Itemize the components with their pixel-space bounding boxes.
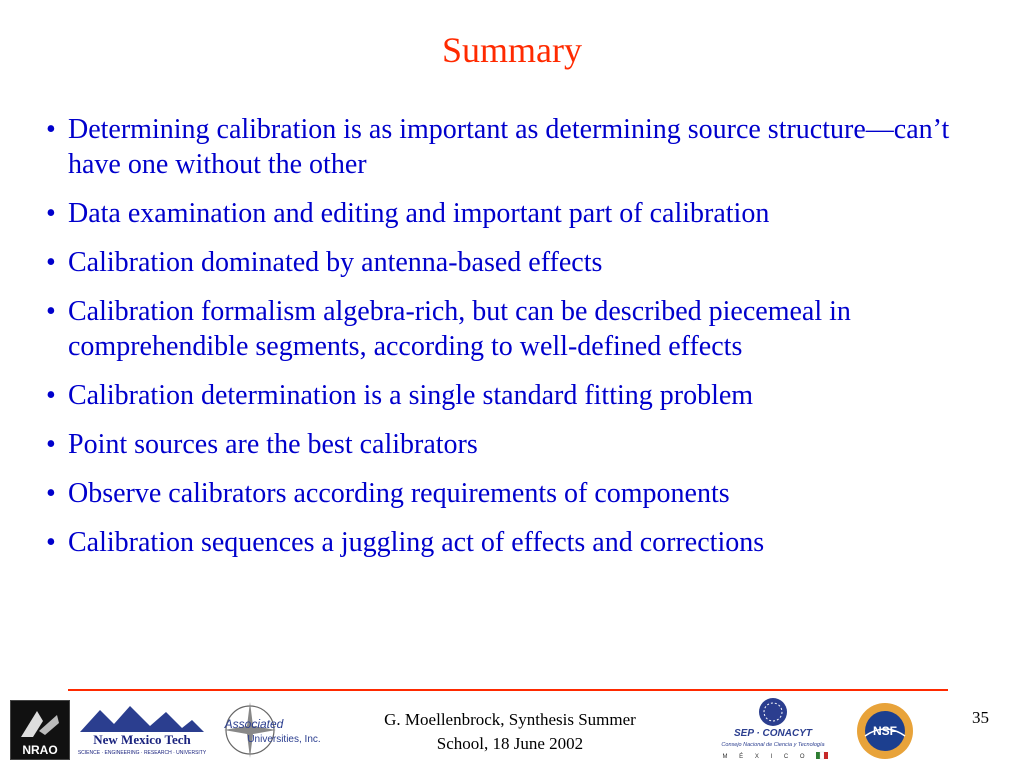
- bullet-dot: •: [46, 380, 56, 411]
- footer-divider: [68, 689, 948, 691]
- conacyt-logo-text-3: M É X I C O: [722, 754, 810, 760]
- conacyt-logo-text-2: Consejo Nacional de Ciencia y Tecnología: [721, 742, 825, 748]
- conacyt-logo-graphic: [708, 696, 838, 762]
- au-logo-graphic: [220, 698, 320, 760]
- bullet-dot: •: [46, 429, 56, 460]
- conacyt-logo: [708, 696, 838, 762]
- au-logo-text-2: Universities, Inc.: [247, 734, 320, 745]
- bullet-item: [46, 245, 996, 280]
- bullet-text: Point sources are the best calibrators: [68, 429, 478, 460]
- nrao-logo-text: NRAO: [22, 743, 58, 757]
- associated-universities-logo: [220, 698, 320, 760]
- slide-title: Summary: [442, 30, 582, 70]
- bullet-text: Data examination and editing and important part of calibration: [68, 198, 770, 229]
- nsf-logo-text: NSF: [873, 724, 897, 738]
- bullet-dot: •: [46, 478, 56, 509]
- nmt-logo-subtext: SCIENCE · ENGINEERING · RESEARCH · UNIVERSITY: [78, 750, 206, 756]
- bullet-dot: •: [46, 527, 56, 558]
- bullet-dot: •: [46, 198, 56, 229]
- nrao-logo-graphic: [11, 701, 69, 759]
- page-number: 35: [972, 708, 989, 727]
- footer-line-1: G. Moellenbrock, Synthesis Summer: [384, 710, 636, 729]
- nmt-logo: [78, 700, 206, 758]
- bullet-item: [46, 196, 996, 231]
- nrao-logo: [10, 700, 70, 760]
- bullet-text: Calibration determination is a single standard fitting problem: [68, 380, 754, 411]
- nsf-logo-graphic: [852, 700, 918, 762]
- bullet-list: [46, 112, 996, 574]
- au-logo-text-1: Associated: [224, 717, 284, 731]
- nmt-logo-text: New Mexico Tech: [93, 732, 191, 747]
- nmt-logo-graphic: [78, 700, 206, 758]
- bullet-dot: •: [46, 247, 56, 278]
- bullet-text: Calibration formalism algebra-rich, but can be described piecemeal in comprehendible segments, according to well-defined effects: [68, 296, 851, 362]
- bullet-item: [46, 112, 996, 182]
- bullet-text: Observe calibrators according requirements of components: [68, 478, 730, 509]
- nsf-logo: [852, 700, 918, 762]
- conacyt-logo-text-1: SEP · CONACYT: [734, 728, 812, 739]
- bullet-item: [46, 525, 996, 560]
- bullet-text: Calibration sequences a juggling act of effects and corrections: [68, 527, 765, 558]
- bullet-item: [46, 378, 996, 413]
- bullet-text: Determining calibration is as important as determining source structure—can’t have one without the other: [68, 114, 950, 180]
- bullet-item: [46, 427, 996, 462]
- bullet-dot: •: [46, 114, 56, 145]
- bullet-dot: •: [46, 296, 56, 327]
- footer-line-2: School, 18 June 2002: [436, 734, 584, 753]
- bullet-item: [46, 476, 996, 511]
- bullet-text: Calibration dominated by antenna-based effects: [68, 247, 603, 278]
- footer-credit: [340, 708, 680, 756]
- bullet-item: [46, 294, 996, 364]
